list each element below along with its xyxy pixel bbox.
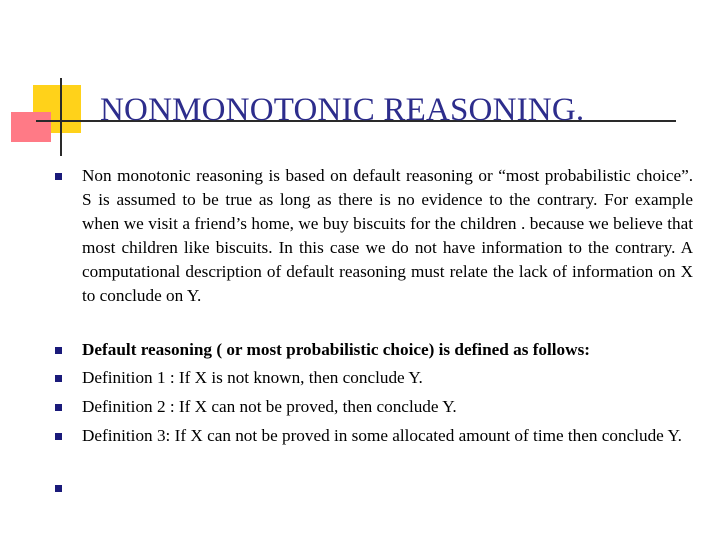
bullet-marker bbox=[55, 173, 62, 180]
bullet-item-2 bbox=[82, 338, 693, 362]
bullet-item-4 bbox=[82, 395, 693, 419]
bullet-item-1 bbox=[82, 164, 693, 308]
bullet-marker bbox=[55, 347, 62, 354]
bullet-marker bbox=[55, 404, 62, 411]
bullet-text: Non monotonic reasoning is based on default reasoning or “most probabilistic choice”. S is assumed to be true as long as there is no evidence to the contrary. For example when we visit a friend’s home, we buy biscuits for the children . because we believe that most children like biscuits. In this case we do not have information to the contrary. A computational description of default reasoning must relate the lack of information on X to conclude on Y. bbox=[82, 166, 693, 305]
bullet-marker bbox=[55, 375, 62, 382]
bullet-text: Definition 2 : If X can not be proved, then conclude Y. bbox=[82, 397, 457, 416]
bullet-text: Default reasoning ( or most probabilistic choice) is defined as follows: bbox=[82, 340, 590, 359]
bullet-marker bbox=[55, 485, 62, 492]
bullet-text: Definition 3: If X can not be proved in some allocated amount of time then conclude Y. bbox=[82, 426, 682, 445]
slide-title: NONMONOTONIC REASONING. bbox=[100, 92, 585, 128]
bullet-item-3 bbox=[82, 366, 693, 390]
bullet-item-5 bbox=[82, 424, 693, 448]
bullet-marker bbox=[55, 433, 62, 440]
bullet-text: Definition 1 : If X is not known, then conclude Y. bbox=[82, 368, 423, 387]
bullet-text bbox=[82, 476, 693, 500]
bullet-item-6 bbox=[82, 476, 693, 500]
